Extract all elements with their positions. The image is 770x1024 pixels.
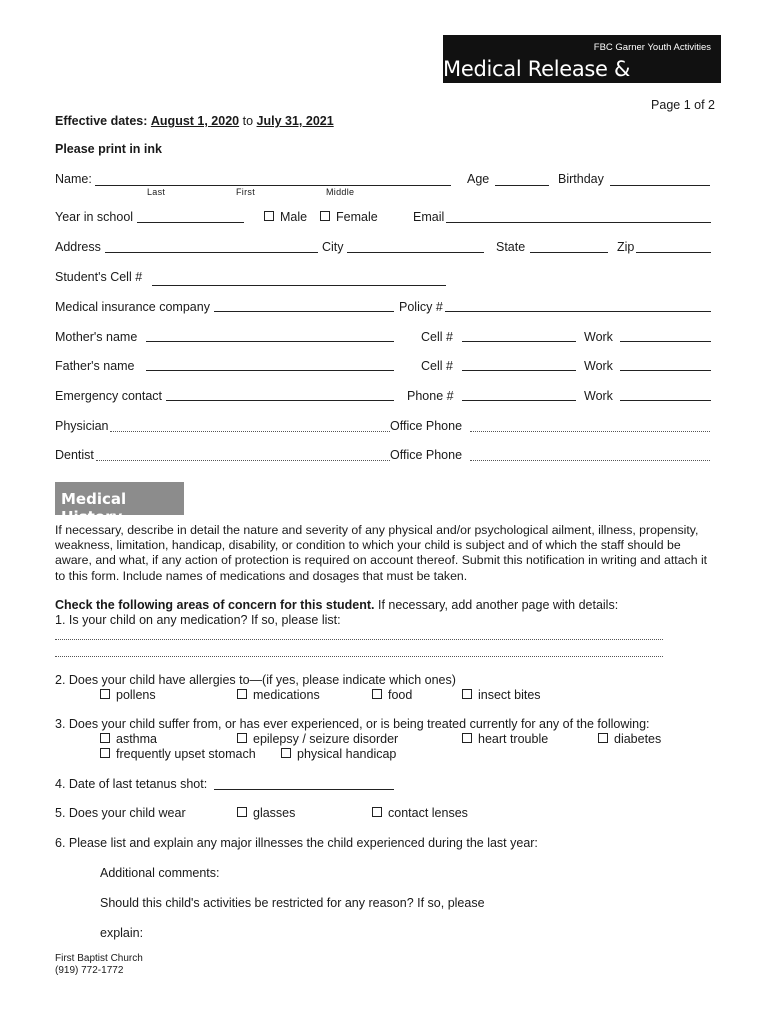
address-field[interactable] [105,252,318,253]
name-label: Name: [55,172,92,186]
father-label: Father's name [55,359,135,373]
medical-history-banner [55,482,184,526]
footer-phone: (919) 772-1772 [55,965,124,976]
page-number: Page 1 of 2 [651,98,715,112]
year-in-school-label: Year in school [55,210,134,224]
email-label: Email [413,210,445,224]
student-cell-label: Student's Cell # [55,270,143,284]
pollens-checkbox[interactable] [100,689,110,699]
medical-history-paragraph: If necessary, describe in detail the nature and severity of any physical and/or psychological ailment, illness, propensity, weakness, limitation, handicap, disability, or condition to which your child is subject and of which the staff should be aware, and what, if any action of protection is required on account thereof. Submit this notification in writing and attach it to this form. Include names of medications and dosages that must be taken. [55,523,708,583]
effective-to: to [242,114,254,128]
father-work-field[interactable] [620,370,711,371]
effective-label: Effective dates: [55,114,148,128]
condition-upset-stomach[interactable]: frequently upset stomach [100,747,256,761]
question-6: 6. Please list and explain any major illnesses the child experienced during the last year: [55,836,538,850]
org-name: FBC Garner Youth Activities [593,42,711,53]
state-label: State [496,240,526,254]
form-title: Medical Release & Permission [443,57,631,105]
name-field[interactable] [95,185,451,186]
zip-label: Zip [617,240,635,254]
epilepsy-checkbox[interactable] [237,733,247,743]
male-option[interactable]: Male [264,210,307,224]
emergency-work-label: Work [584,389,613,403]
email-field[interactable] [446,222,711,223]
dentist-field[interactable] [96,460,390,461]
student-cell-field[interactable] [152,285,446,286]
zip-field[interactable] [636,252,711,253]
age-field[interactable] [495,185,549,186]
female-checkbox[interactable] [320,211,330,221]
physician-label: Physician [55,419,109,433]
physician-field[interactable] [110,431,390,432]
city-label: City [322,240,344,254]
diabetes-checkbox[interactable] [598,733,608,743]
dentist-office-field[interactable] [470,460,710,461]
mother-field[interactable] [146,341,394,342]
female-option[interactable]: Female [320,210,378,224]
physician-office-field[interactable] [470,431,710,432]
father-work-label: Work [584,359,613,373]
effective-end: July 31, 2021 [256,114,334,128]
male-checkbox[interactable] [264,211,274,221]
last-caption: Last [147,187,166,197]
medication-line-1[interactable] [55,639,663,640]
glasses-checkbox[interactable] [237,807,247,817]
insurance-field[interactable] [214,311,394,312]
condition-physical-handicap[interactable]: physical handicap [281,747,396,761]
middle-caption: Middle [326,187,355,197]
additional-comments: Additional comments: [100,866,220,880]
dentist-label: Dentist [55,448,94,462]
mother-label: Mother's name [55,330,138,344]
medication-line-2[interactable] [55,656,663,657]
birthday-field[interactable] [610,185,710,186]
medications-checkbox[interactable] [237,689,247,699]
food-checkbox[interactable] [372,689,382,699]
check-instructions: Check the following areas of concern for this student. If necessary, add another page with details: [55,598,619,612]
emergency-label: Emergency contact [55,389,162,403]
asthma-checkbox[interactable] [100,733,110,743]
question-3: 3. Does your child suffer from, or has ever experienced, or is being treated currently for any of the following: [55,717,650,731]
mother-cell-label: Cell # [421,330,453,344]
year-in-school-field[interactable] [137,222,244,223]
question-4: 4. Date of last tetanus shot: [55,777,208,791]
upset-stomach-checkbox[interactable] [100,748,110,758]
medical-history-heading: Medical History [61,490,127,526]
insurance-label: Medical insurance company [55,300,210,314]
age-label: Age [467,172,490,186]
question-5: 5. Does your child wear [55,806,186,820]
address-label: Address [55,240,101,254]
birthday-label: Birthday [558,172,604,186]
contact-lenses-checkbox[interactable] [372,807,382,817]
emergency-field[interactable] [166,400,394,401]
effective-start: August 1, 2020 [150,114,240,128]
condition-heart-trouble[interactable]: heart trouble [462,732,548,746]
question-2: 2. Does your child have allergies to—(if yes, please indicate which ones) [55,673,456,687]
insect-bites-checkbox[interactable] [462,689,472,699]
state-field[interactable] [530,252,608,253]
footer-church: First Baptist Church [55,953,143,964]
dentist-office-label: Office Phone [390,448,463,462]
mother-work-label: Work [584,330,613,344]
heart-trouble-checkbox[interactable] [462,733,472,743]
mother-work-field[interactable] [620,341,711,342]
father-cell-label: Cell # [421,359,453,373]
policy-label: Policy # [399,300,443,314]
condition-asthma[interactable]: asthma [100,732,157,746]
father-field[interactable] [146,370,394,371]
allergy-insect-bites[interactable]: insect bites [462,688,541,702]
physician-office-label: Office Phone [390,419,463,433]
mother-cell-field[interactable] [462,341,576,342]
tetanus-date-field[interactable] [214,789,394,790]
first-caption: First [236,187,255,197]
father-cell-field[interactable] [462,370,576,371]
physical-handicap-checkbox[interactable] [281,748,291,758]
emergency-phone-field[interactable] [462,400,576,401]
city-field[interactable] [347,252,484,253]
explain-label: explain: [100,926,144,940]
condition-epilepsy[interactable]: epilepsy / seizure disorder [237,732,398,746]
wear-contact-lenses[interactable]: contact lenses [372,806,468,820]
effective-dates [55,114,334,128]
allergy-food[interactable]: food [372,688,412,702]
policy-field[interactable] [445,311,711,312]
question-1: 1. Is your child on any medication? If so, please list: [55,613,341,627]
print-note: Please print in ink [55,142,162,156]
emergency-phone-label: Phone # [407,389,454,403]
wear-glasses[interactable]: glasses [237,806,295,820]
allergy-medications[interactable]: medications [237,688,320,702]
condition-diabetes[interactable]: diabetes [598,732,661,746]
emergency-work-field[interactable] [620,400,711,401]
restricted-question: Should this child's activities be restricted for any reason? If so, please [100,896,485,910]
allergy-pollens[interactable]: pollens [100,688,156,702]
